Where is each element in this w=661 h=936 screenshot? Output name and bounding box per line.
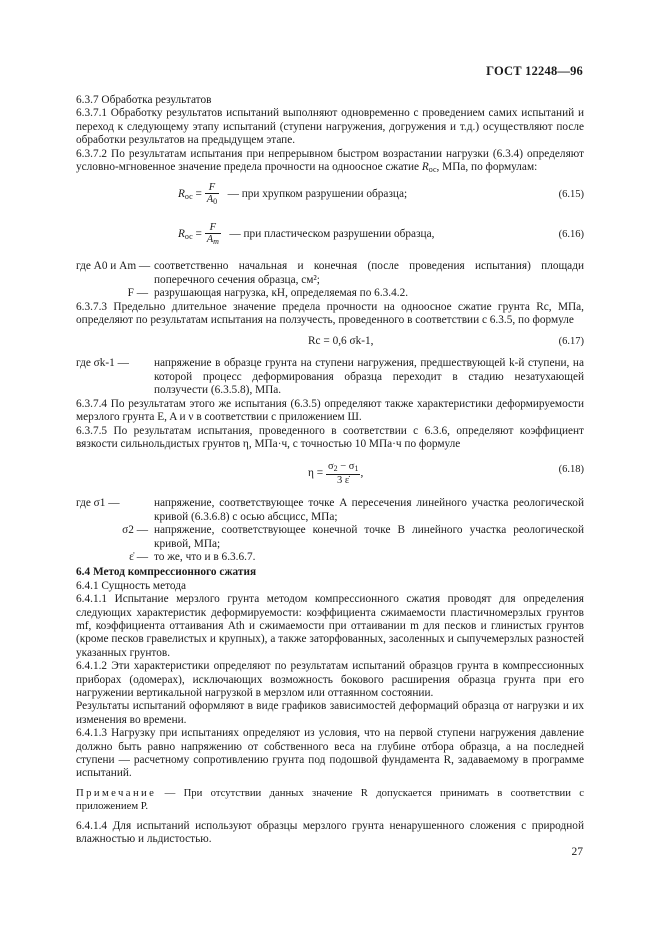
def-symbol-sigma-k-1: где σk-1 —: [76, 357, 129, 370]
def-text-sigma-1: напряжение, соответствующее точке A пересечения линейного участка реологической кривой (6.3.6.8) с осью абсцисс, МПа;: [154, 497, 584, 523]
formula-6-17-expression: Rc = 0,6 σk-1,: [308, 335, 374, 348]
formula-6-15-number: (6.15): [558, 189, 584, 201]
formula-6-16-expression: $R_{ос}$ = $\frac{F}{A_m}$ — при пластическом разрушении образца,: [178, 222, 435, 247]
def-text-sigma-k-1: напряжение в образце грунта на ступени нагружения, предшествующей k-й ступени, на которой процесс деформирования образца переходит в стадию незатухающей ползучести (6.3.5.8), МПа.: [154, 357, 584, 397]
formula-6-15: [76, 182, 584, 216]
def-text-a0-am: соответственно начальная и конечная (после проведения испытания) площади поперечного сечения образца, см²;: [154, 260, 584, 286]
definitions-6-17: [76, 357, 584, 397]
formula-6-16: [76, 222, 584, 256]
def-symbol-sigma-2: σ2 —: [122, 524, 148, 537]
standard-header: ГОСТ 12248—96: [486, 64, 583, 78]
paragraph-6-4-1-4: 6.4.1.4 Для испытаний используют образцы мерзлого грунта ненарушенного сложения с природной влажностью и льдистостью.: [76, 819, 584, 846]
paragraph-6-4-1-2-results: Результаты испытаний оформляют в виде графиков зависимостей деформаций образца от нагрузки и их изменения во времени.: [76, 700, 584, 726]
paragraph-6-4-1-2: 6.4.1.2 Эти характеристики определяют по результатам испытаний образцов грунта в компрессионных приборах (одомерах), исключающих возможность бокового расширения образца грунта при его нагружении вертикальной нагрузкой в мерзлом или оттаянном состоянии.: [76, 660, 584, 699]
formula-6-18: [76, 457, 584, 493]
page-number: 27: [571, 846, 583, 858]
page-content: [76, 94, 584, 846]
section-6-4-1-heading: 6.4.1 Сущность метода: [76, 579, 186, 592]
note-label: Примечание: [76, 786, 157, 799]
def-text-sigma-2: напряжение, соответствующее конечной точке B линейного участка реологической кривой, МПа;: [154, 524, 584, 550]
paragraph-6-3-7-4: 6.3.7.4 По результатам этого же испытания (6.3.5) определяют также характеристики деформируемости мерзлого грунта E, A и ν в соответствии с приложением Ш.: [76, 397, 584, 424]
paragraph-6-3-7-3: 6.3.7.3 Предельно длительное значение предела прочности на одноосное сжатие грунта Rc, МПа, определяют по результатам испытания на ползучесть, проведенного в соответствии с 6.3.5, по формуле: [76, 300, 584, 327]
definitions-6-16: [76, 260, 584, 300]
paragraph-6-4-1-3: 6.4.1.3 Нагрузку при испытаниях определяют из условия, что на первой ступени нагружения давление должно быть равно напряжению от собственного веса на глубине отбора образца, а на последней ступени — расчетному сопротивлению грунта под подошвой фундамента R, задаваемому в программе испытаний.: [76, 727, 584, 780]
note: [76, 787, 584, 814]
note-text: — При отсутствии данных значение R допускается принимать в соответствии с приложением Р.: [76, 786, 584, 813]
paragraph-6-3-7-1: 6.3.7.1 Обработку результатов испытаний выполняют одновременно с проведением самих испытаний и переход к следующему этапу испытаний (ступени нагружения, догружения и т.д.) осуществляют после обработки результатов на предыдущем этапе.: [76, 107, 584, 147]
def-text-f: разрушающая нагрузка, кН, определяемая по 6.3.4.2.: [154, 287, 409, 300]
formula-6-15-expression: $R_{ос}$ = $\frac{F}{A_0}$ — при хрупком разрушении образца;: [178, 182, 408, 207]
def-symbol-epsilon-dot: ε̇ —: [129, 550, 148, 563]
formula-6-16-number: (6.16): [558, 229, 584, 241]
section-6-3-7-heading: 6.3.7 Обработка результатов: [76, 94, 212, 106]
section-6-4-heading: 6.4 Метод компрессионного сжатия: [76, 566, 257, 579]
def-symbol-f: F —: [127, 287, 148, 300]
paragraph-6-4-1-1: 6.4.1.1 Испытание мерзлого грунта методом компрессионного сжатия проводят для определения следующих характеристик деформируемости: коэффициента сжимаемости пластичномерзлых грунтов mf, коэффициента оттаивания Ath и сжимаемости при оттаивании m для песков и глинистых грунтов (кроме песков гравелистых и крупных), а также заторфованных, засоленных и сыпучемерзлых разностей указанных грунтов.: [76, 593, 584, 659]
formula-6-18-expression: η = $\frac{\sigma_2 - \sigma_1}{3 \varepsiloṅ}$ ,: [308, 461, 364, 487]
formula-6-17: [76, 333, 584, 353]
def-text-epsilon-dot: то же, что и в 6.3.6.7.: [154, 550, 256, 563]
def-symbol-a0-am: где A0 и Am —: [76, 260, 151, 273]
formula-6-18-number: (6.18): [558, 464, 584, 476]
formula-6-17-number: (6.17): [558, 336, 584, 348]
definitions-6-18: [76, 497, 584, 564]
paragraph-6-3-7-5: 6.3.7.5 По результатам испытания, проведенного в соответствии с 6.3.6, определяют коэффициент вязкости сильнольдистых грунтов η, МПа·ч, с точностью 10 МПа·ч по формуле: [76, 424, 584, 450]
paragraph-6-3-7-2: 6.3.7.2 По результатам испытания при непрерывном быстром возрастании нагрузки (6.3.4) определяют условно-мгновенное значение предела прочности на одноосное сжатие $R_{ос}$, МПа, по формулам:: [76, 147, 584, 175]
def-symbol-sigma-1: где σ1 —: [76, 497, 120, 510]
